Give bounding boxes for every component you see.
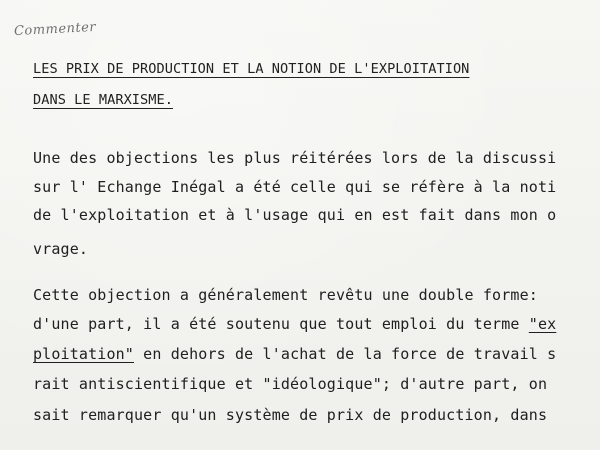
paragraph-2-line-2 (33, 315, 556, 333)
document-title-line-2: DANS LE MARXISME. (33, 92, 173, 108)
paragraph-1-line-1: Une des objections les plus réitérées lors de la discussi (33, 149, 557, 167)
underlined-term-end: ploitation" (33, 345, 134, 363)
paragraph-1-line-3: de l'exploitation et à l'usage qui en est fait dans mon o (33, 206, 557, 224)
paragraph-2-line-5: sait remarquer qu'un système de prix de production, dans (33, 406, 548, 424)
paragraph-2-line-4: rait antiscientifique et "idéologique"; d'autre part, on (33, 375, 548, 393)
paragraph-2-line-2-text: d'une part, il a été soutenu que tout emploi du terme (33, 315, 529, 333)
paragraph-2-line-3-text: en dehors de l'achat de la force de travail s (134, 345, 557, 363)
paragraph-1-line-2: sur l' Echange Inégal a été celle qui se réfère à la noti (33, 178, 557, 196)
underlined-term-start: "ex (528, 315, 557, 333)
handwritten-note: Commenter (13, 19, 97, 40)
document-title-line-1: LES PRIX DE PRODUCTION ET LA NOTION DE L'EXPLOITATION (33, 61, 470, 77)
paragraph-2-line-3 (33, 345, 556, 363)
paragraph-2-line-1: Cette objection a généralement revêtu une double forme: (33, 286, 538, 304)
paragraph-1-line-4: vrage. (33, 240, 89, 258)
